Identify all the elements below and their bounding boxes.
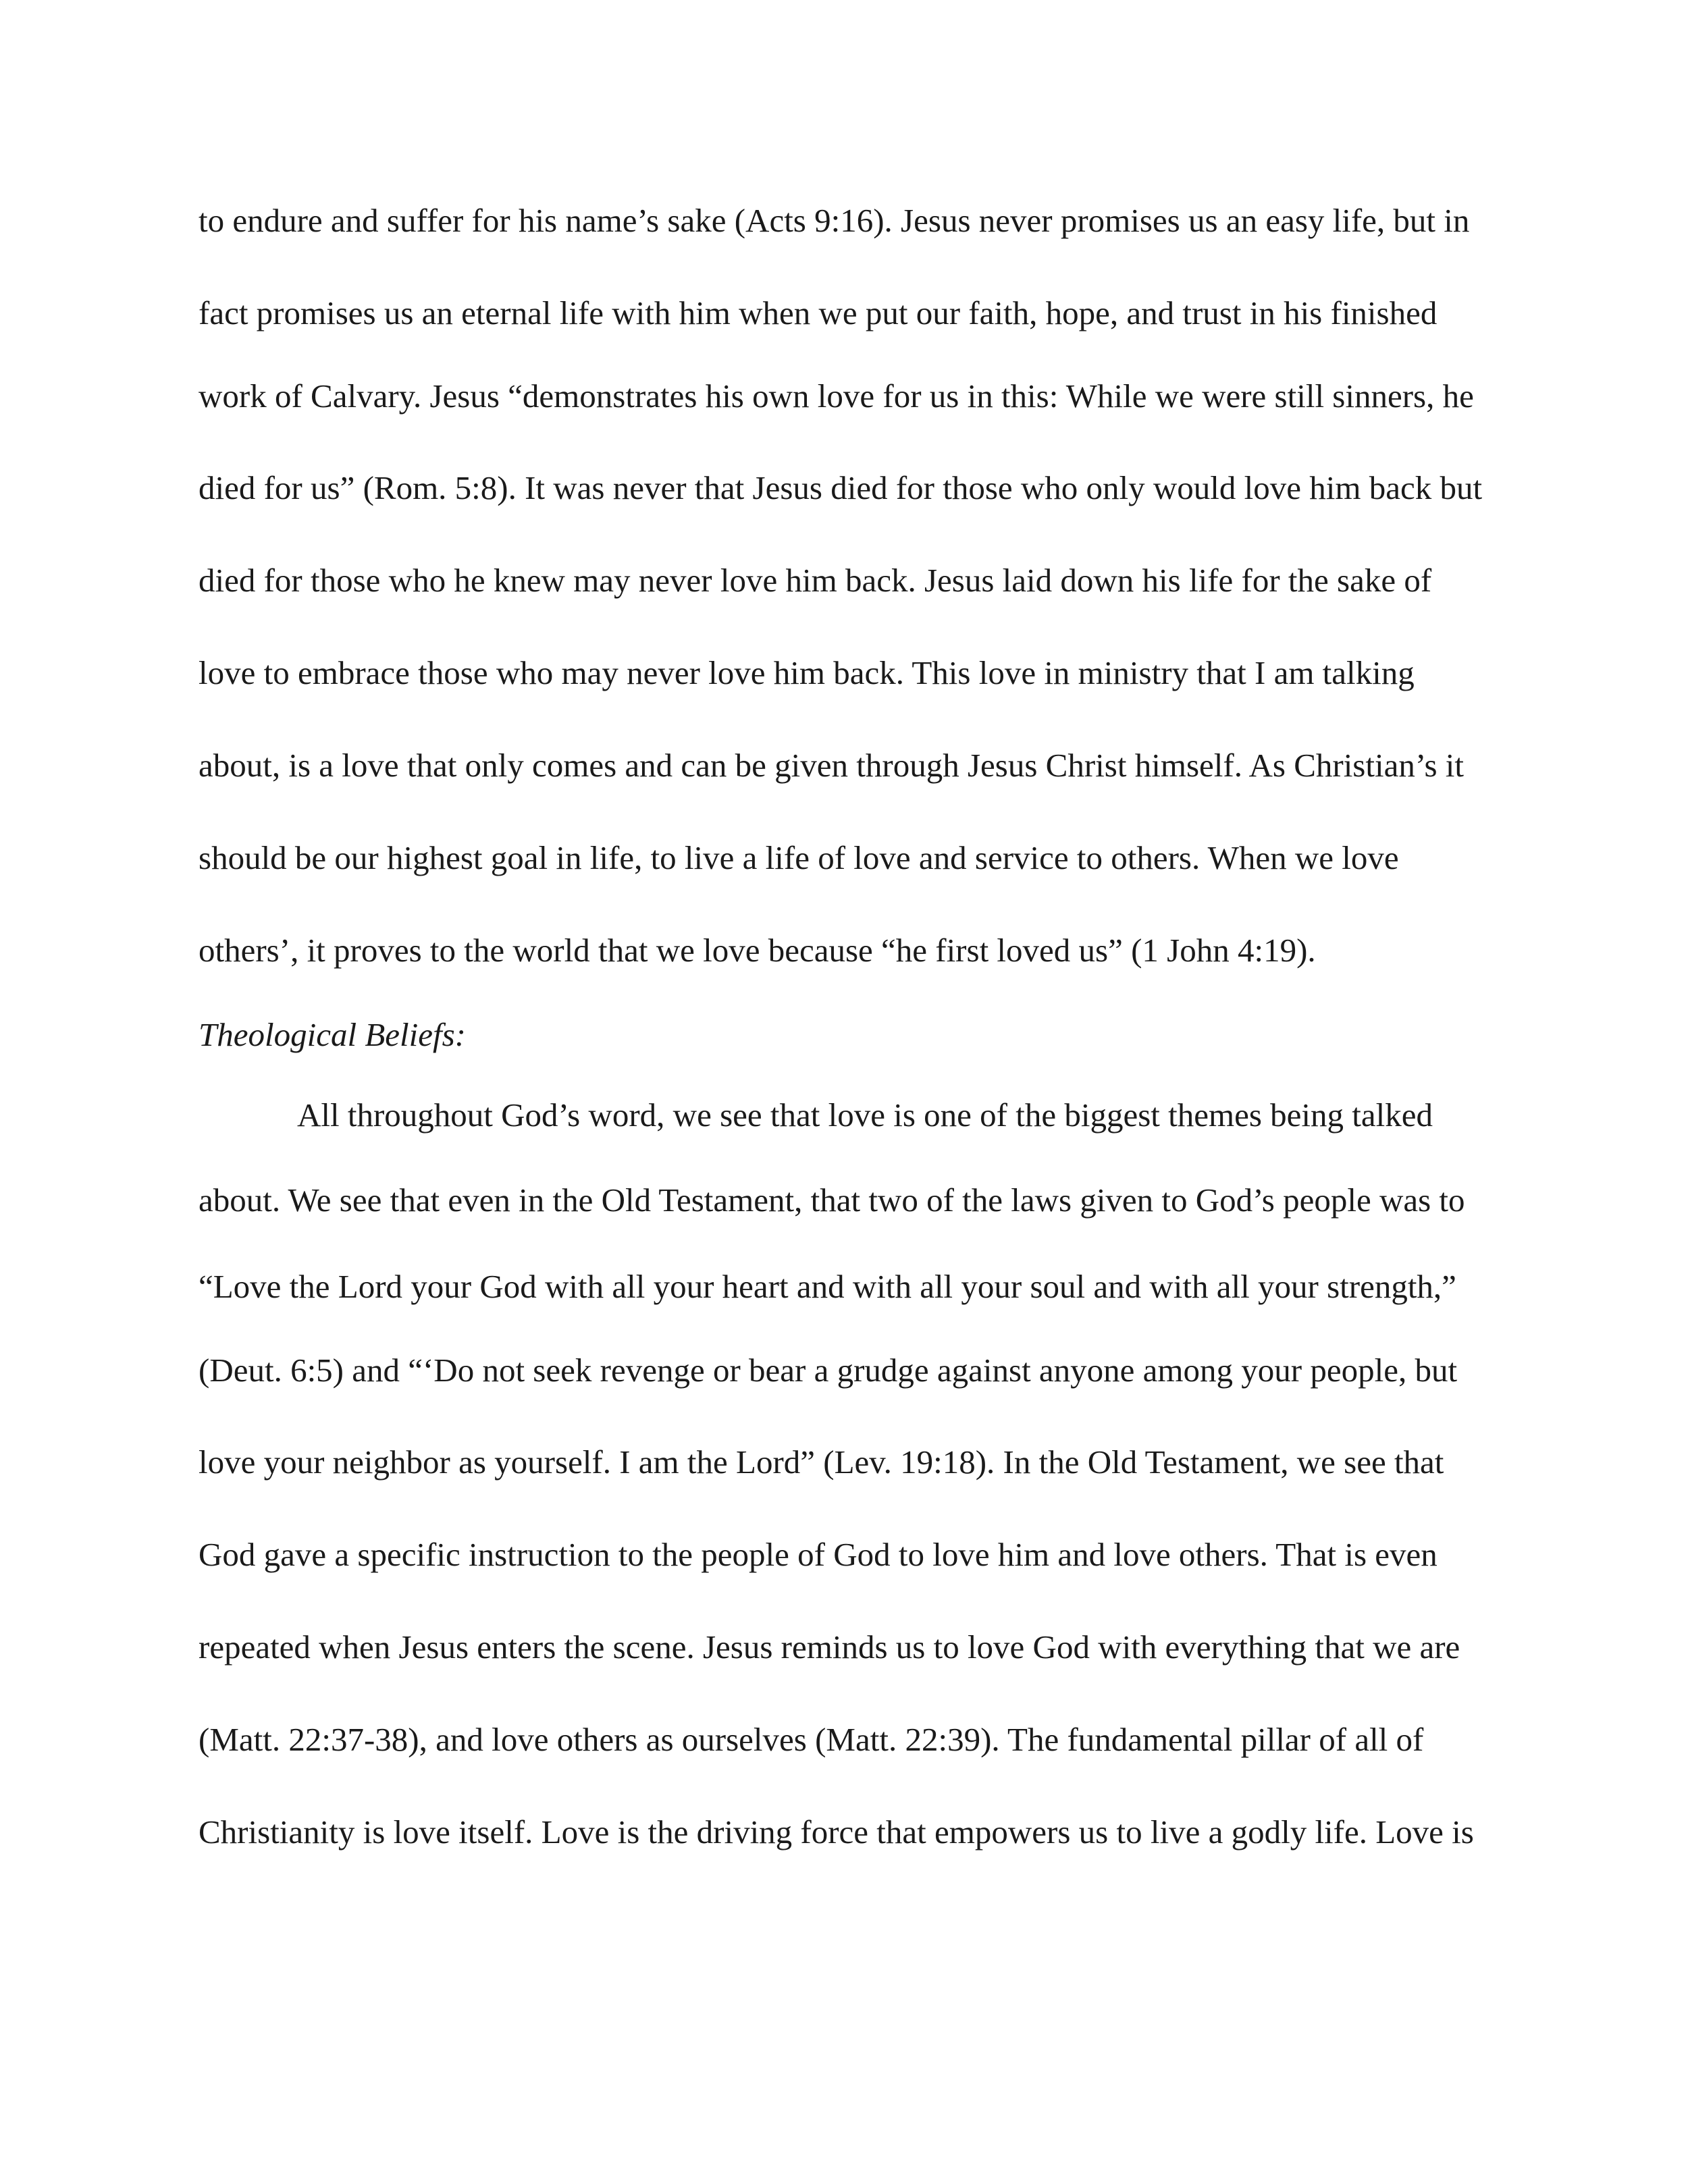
paragraph-line: love to embrace those who may never love him back. This love in ministry that I am talking <box>199 654 1415 691</box>
paragraph-line: (Deut. 6:5) and “‘Do not seek revenge or bear a grudge against anyone among your people, but <box>199 1352 1458 1389</box>
paragraph-line: died for those who he knew may never love him back. Jesus laid down his life for the sake of <box>199 562 1432 599</box>
paragraph-line: repeated when Jesus enters the scene. Jesus reminds us to love God with everything that we are <box>199 1628 1460 1666</box>
paragraph-line: died for us” (Rom. 5:8). It was never that Jesus died for those who only would love him back but <box>199 469 1483 506</box>
section-heading: Theological Beliefs: <box>199 1016 466 1053</box>
paragraph-line: fact promises us an eternal life with him when we put our faith, hope, and trust in his finished <box>199 294 1438 331</box>
paragraph-line: to endure and suffer for his name’s sake (Acts 9:16). Jesus never promises us an easy life, but in <box>199 202 1470 239</box>
paragraph-line: (Matt. 22:37-38), and love others as ourselves (Matt. 22:39). The fundamental pillar of all of <box>199 1721 1424 1758</box>
paragraph-line: love your neighbor as yourself. I am the Lord” (Lev. 19:18). In the Old Testament, we see that <box>199 1443 1444 1481</box>
paragraph-line: All throughout God’s word, we see that love is one of the biggest themes being talked <box>297 1096 1433 1134</box>
paragraph-line: God gave a specific instruction to the people of God to love him and love others. That is even <box>199 1536 1438 1573</box>
paragraph-line: work of Calvary. Jesus “demonstrates his own love for us in this: While we were still sinners, he <box>199 377 1474 415</box>
paragraph-line: Christianity is love itself. Love is the driving force that empowers us to live a godly life. Love is <box>199 1813 1474 1850</box>
paragraph-line: others’, it proves to the world that we love because “he first loved us” (1 John 4:19). <box>199 932 1316 969</box>
paragraph-line: should be our highest goal in life, to live a life of love and service to others. When we love <box>199 839 1399 876</box>
paragraph-line: about. We see that even in the Old Testament, that two of the laws given to God’s people was to <box>199 1181 1465 1219</box>
paragraph-line: “Love the Lord your God with all your heart and with all your soul and with all your strength,” <box>199 1268 1456 1305</box>
paragraph-line: about, is a love that only comes and can be given through Jesus Christ himself. As Christian’s it <box>199 747 1465 784</box>
